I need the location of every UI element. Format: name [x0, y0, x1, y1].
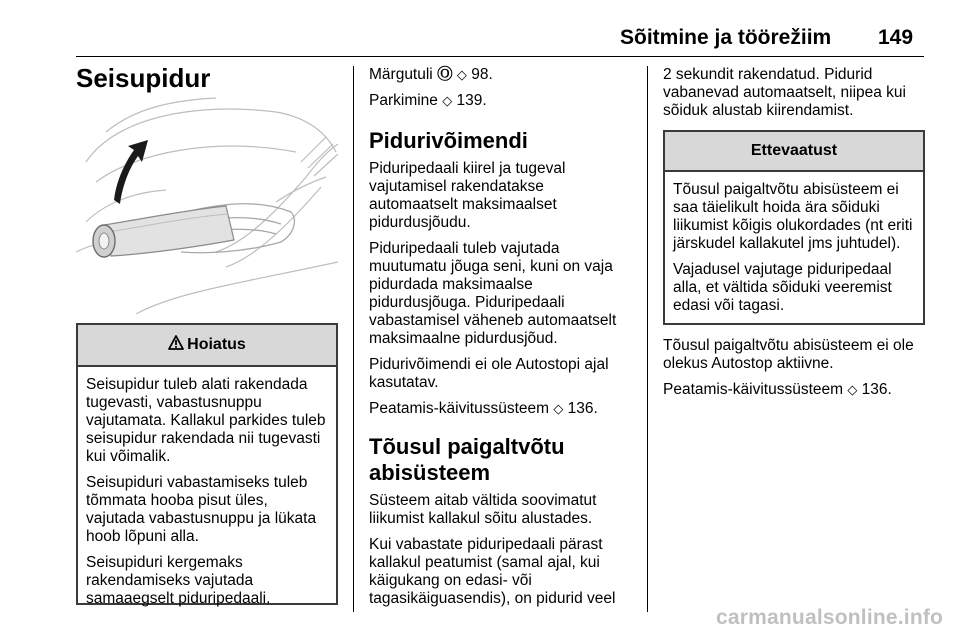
- body-paragraph: Tõusul paigaltvõtu abisüsteem ei ole olekus Autostop aktiivne.: [663, 337, 914, 372]
- reference-page: 98.: [471, 66, 493, 83]
- column-divider: [353, 66, 354, 612]
- column-3: [663, 66, 925, 407]
- header-title: Sõitmine ja töörežiim: [620, 26, 832, 49]
- caution-paragraph: Vajadusel vajutage piduripedaal alla, et vältida sõiduki veeremist edasi või tagasi.: [673, 261, 892, 314]
- warning-paragraph: Seisupiduri vabastamiseks tuleb tõmmata hooba pisut üles, vajutada vabastusnuppu ja lükata hoob lõpuni alla.: [86, 474, 317, 545]
- warning-paragraph: Seisupidur tuleb alati rakendada tugevasti, vabastusnuppu vajutamata. Kallakul parkides tuleb seisupidur rakendada nii tugevasti kui võimalik.: [86, 376, 326, 465]
- body-paragraph: Piduripedaali tuleb vajutada muutumatu jõuga seni, kuni on vaja pidurdada maksimaalse pidurdusjõuga. Piduripedaali vabastamisel väheneb automaatselt maksimaalne pidurdusjõud.: [369, 240, 617, 347]
- cross-reference: [369, 92, 631, 110]
- reference-label: Parkimine: [369, 92, 438, 109]
- reference-page: 139.: [456, 92, 487, 109]
- body-paragraph: Pidurivõimendi ei ole Autostopi ajal kasutatav.: [369, 356, 609, 391]
- reference-label: Peatamis-käivitussüsteem: [663, 381, 844, 398]
- body-paragraph: 2 sekundit rakendatud. Pidurid vabanevad automaatselt, niipea kui sõiduk alustab kiirendamist.: [663, 66, 906, 119]
- caution-paragraph: Tõusul paigaltvõtu abisüsteem ei saa täielikult hoida ära sõiduki liikumist kõigis olukordades (nt eriti järskudel kallakutel jms juhtudel).: [673, 181, 913, 252]
- warning-box-header: [78, 325, 336, 367]
- page-ref-arrow-icon: ◇: [442, 93, 453, 108]
- header-rule: [76, 56, 924, 57]
- caution-box: [663, 130, 925, 325]
- page-ref-arrow-icon: ◇: [847, 382, 858, 397]
- page-ref-arrow-icon: ◇: [553, 401, 564, 416]
- warning-paragraph: Seisupiduri kergemaks rakendamiseks vajutada samaaegselt piduripedaali.: [86, 554, 271, 607]
- reference-label: Märgutuli: [369, 66, 433, 83]
- watermark: carmanualsonline.info: [716, 606, 944, 629]
- column-divider: [647, 66, 648, 612]
- parking-brake-lever-illustration: [76, 92, 338, 314]
- warning-box: [76, 323, 338, 605]
- reference-page: 136.: [567, 400, 598, 417]
- indicator-lamp-icon: Ⓞ: [437, 66, 453, 83]
- section-heading: Tõusul paigaltvõtu abisüsteem: [369, 434, 565, 485]
- cross-reference: [369, 400, 631, 418]
- warning-triangle-icon: [168, 335, 184, 355]
- page-ref-arrow-icon: ◇: [456, 67, 467, 82]
- caution-box-header: [665, 132, 923, 172]
- section-title: Seisupidur: [76, 63, 211, 93]
- page-number: 149: [878, 26, 914, 49]
- reference-page: 136.: [861, 381, 892, 398]
- body-paragraph: Süsteem aitab vältida soovimatut liikumist kallakul sõitu alustades.: [369, 492, 597, 527]
- body-paragraph: Piduripedaali kiirel ja tugeval vajutamisel rakendatakse automaatselt maksimaalset pidurdusjõudu.: [369, 160, 566, 231]
- cross-reference: [369, 66, 631, 84]
- cross-reference: [663, 381, 925, 399]
- body-paragraph: Kui vabastate piduripedaali pärast kallakul peatumist (samal ajal, kui käigukang on edasi- või tagasikäiguasendis), on pidurid veel: [369, 536, 616, 607]
- column-2: [369, 66, 631, 616]
- warning-box-title: Hoiatus: [187, 336, 246, 353]
- reference-label: Peatamis-käivitussüsteem: [369, 400, 550, 417]
- caution-box-title: Ettevaatust: [750, 142, 838, 159]
- section-heading: Pidurivõimendi: [369, 128, 528, 153]
